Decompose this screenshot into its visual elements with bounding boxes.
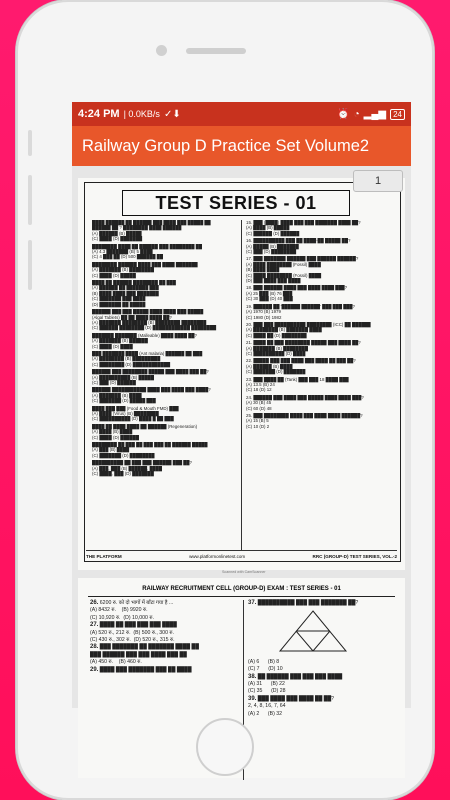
- question-block: ████ ██ ████ ████ ██ ██████ (Regeneration) (A) ████ (B) ████ (C) ████ (D) ██████: [92, 423, 198, 440]
- question-block: ███ ███████ ████ (Ant malaria) ██████ ██ ███ (A) ████████ (B) █████████ (C) ████████ (D) ████████████: [92, 350, 203, 367]
- option: (D) 10,000 रु.: [123, 614, 154, 621]
- question-block: 22. █████ ███ ███ ████ ███ ████ ██ ███ ██? (A) ██████ (B) ████ (C) ███████ (D) ███████: [246, 358, 356, 375]
- signal-icon: ▂▄▆: [363, 108, 387, 120]
- question-block: 15. ███ (████) ████ ███ ███ ███████ ████ ██? (A) ████ (B) █████ (C) ██████ (D) ██████: [246, 220, 361, 236]
- question-block: ███████ ███████ (Malleable) ████ ████ ██? (A) ███████ (B) ██████ (C) ████ (D) ████: [92, 332, 197, 349]
- test-series-title: TEST SERIES - 01: [122, 190, 350, 216]
- question-number: 37.: [248, 600, 257, 606]
- question-block: 25. ███ ████████ ████ ███ ████ ████ ██████? (A) 15 (B) 5 (C) 10 (D) 2: [246, 413, 363, 429]
- option: (D) 520 रु., 315 रु.: [133, 637, 175, 644]
- question-block: ██████ ███ ███ █████ ████ ████ ███ █████ (Algal Tablets) ██ ██ ████ ████ ██? (A) ███████ ████████ (B) ████████ ████████ (C) ██████ ████████ (D) ████████████ ████████: [92, 309, 217, 331]
- option: (C) 7: [248, 666, 260, 673]
- question-block: 21. ████ ██ ███ ████████ █████ ███ ████ ██? (A) ███████ (B) ████████ (C) ██████████ (D) ████: [246, 340, 361, 356]
- question-number: 26.: [90, 600, 99, 606]
- question-block: ████████ ████ ██ ██████ ███ ████████ ██ (A) 4.3 ███████ (B) 5 ████ (C) 4 ███ ██ (D) 500 ██████ ██: [92, 243, 202, 260]
- option: (A) 31: [248, 681, 263, 688]
- question-block: 16. ██████████ ███ ██ ████-██ █████ ██? (A) █████ (B) ███████ (C) ███ (D) ████████: [246, 238, 351, 255]
- footer-brand: THE PLATFORM: [86, 553, 122, 559]
- option: (B) 8: [267, 658, 280, 665]
- question-block: ██████████ ██ ███ ███ ██████ ███ ██? (A) ███, ███ (B) ██████, ████ (C) ████, ███ (D) ███████: [92, 460, 192, 477]
- page1-left-column: [92, 220, 242, 478]
- app-bar: [72, 126, 411, 166]
- page1-footer: [86, 550, 397, 560]
- page2-right-column: 37. ██████████ ███ ███ ███████ ██? (A) 6 (B) 8 (C) 7 (D) 10 38. ██ ██████ ███ ███ ███ ████ (A) 31 (B) 22 (C) 35 (D) 28 39. ███ ████ ███ ████ ██ ██? 2, 4, 8, 16, 7, 64 (A) 2 (B) 32: [248, 600, 400, 718]
- page-indicator: 1: [353, 170, 403, 192]
- column-divider: [241, 220, 242, 550]
- option: (B) 32: [267, 710, 283, 717]
- home-button[interactable]: [196, 718, 254, 776]
- triangle-figure: [278, 609, 348, 653]
- pdf-page-1: [78, 178, 405, 570]
- question-number: 39.: [248, 695, 257, 702]
- question-block: ████ ███ ███ (Food & Mouth FMD) ███ (A) ████ (Virus) (B) ████████ (C) ██████████ (D) ████ █ ██ ███: [92, 405, 179, 422]
- app-title: Railway Group D Practice Set Volume2: [82, 136, 370, 155]
- front-camera: [156, 45, 167, 56]
- alarm-icon: ⏰: [337, 108, 350, 120]
- question-block: ██████ ███████████ ████ ███ ████ ███ ████? (A) ███████ (B) ████ (C) ███████ (D) █████ ███: [92, 387, 211, 404]
- status-network-speed: | 0.0KB/s: [123, 109, 160, 119]
- option: (C) 10,920 रु.: [90, 614, 121, 621]
- download-icon: ⬇: [172, 108, 181, 120]
- earpiece-speaker: [186, 48, 246, 54]
- question-block: 24. ██████ ███ ████ ███ █████ ████ ████ ███? (A) 30 (B) 45 (C) 60 (D) 48: [246, 394, 364, 411]
- question-block: 17. ███ ███████ ██████ ███ ██████ ██████? (A) ████ ████████ (Fossil) ████ (B) ████ ████ (C) ████ ████████ (Fossil) ████ (D) ███ ████ ███ ████: [246, 256, 359, 284]
- mute-switch: [28, 130, 32, 156]
- number-sequence: 2, 4, 8, 16, 7, 64: [248, 703, 286, 710]
- page2-left-column: 26. 6200 रु. को दो भागों में बाँटा गया है ... (A) 8432 रु. (B) 9920 रु. (C) 10,920 रु. (D) 10,000 रु. 27. ████ ██ ███ ███ ███ ████ (A) 520 रु., 212 रु. (B) 500 रु., 300 रु. (C) 430 रु., 302 रु. (D) 520 रु., 315 रु. 28. ███ ███████ ██ ███████ ████ ██ ███ ██████ ███ ███ ████ ███ ██ (A) 450 रु. (B) 460 रु. 29. ████ ███ ███████ ███ ██ ████: [90, 600, 199, 673]
- option: (A) 6: [248, 658, 260, 665]
- footer-website: www.platformonlinetest.com: [189, 553, 246, 559]
- page2-header: RAILWAY RECRUITMENT CELL (GROUP-D) EXAM : TEST SERIES - 01: [88, 586, 395, 597]
- option: (B) 460 रु.: [118, 659, 142, 666]
- scanner-watermark: Scanned with CamScanner: [222, 570, 266, 574]
- question-number: 27.: [90, 622, 99, 629]
- option: (D) 28: [271, 688, 286, 695]
- volume-up-button: [28, 175, 32, 225]
- option: (A) 2: [248, 710, 260, 717]
- option: (C) 430 रु., 302 रु.: [90, 637, 131, 644]
- app-screen: [72, 102, 411, 717]
- option: (A) 450 रु.: [90, 659, 113, 666]
- footer-series: RRC (GROUP-D) TEST SERIES, VOL.-2: [312, 553, 397, 559]
- option: (D) 10: [268, 666, 283, 673]
- option: (A) 8432 रु.: [90, 607, 116, 614]
- status-bar: [72, 102, 411, 126]
- pdf-viewer[interactable]: [72, 166, 411, 717]
- status-time: 4:24 PM: [78, 108, 120, 120]
- battery-indicator: 24: [390, 109, 405, 120]
- question-number: 38.: [248, 673, 257, 680]
- volume-down-button: [28, 240, 32, 290]
- question-block: ██████ ███ ████████ █████ ███ ████ ███ ██? (A) ██████████ (B) █████ (C) ███ (D) ██████: [92, 369, 209, 385]
- question-block: ████ ██████ ██ ██████ ███ ████ ███ █████ ██ ██████ ██ ? ████████ ████ ██████ (A) ██████ (B) █████ (C) ████ (D) ███████: [92, 220, 211, 242]
- wifi-icon: ◔: [353, 108, 360, 120]
- question-block: 18. ███ ██████ ████ ███ ████ ████ ███? (A) 25 ███ (B) 76 ███ (C) 30 ███ (D) 40 ███: [246, 285, 348, 302]
- question-text: 6200 रु. को दो भागों में बाँटा गया है ...: [99, 600, 174, 606]
- question-block: 20. ███ ███ ██████████ ████████ (ICC) ██ ██████ (A) ████████ (B) ███████ ████ (C) ████ ██ (D) ████████: [246, 321, 371, 338]
- question-number: 28.: [90, 644, 99, 651]
- option: (C) 35: [248, 688, 263, 695]
- question-block: ████ ██ ██████ ████████ ██ ███ (A) ██████ ██ ███████ ███ (B) ████ ████ ███ ███████ (C) ███████ ███ ████ (D) ███████ ██ █████: [92, 280, 176, 307]
- option: (B) 500 रु., 300 रु.: [133, 629, 174, 636]
- option: (A) 520 रु., 212 रु.: [90, 629, 131, 636]
- question-block: 23. ███ ████ ██ (Tank) ███ ███ 18 ████ ███ (A) 13.5 (B) 24 (C) 18 (D) 12: [246, 376, 349, 393]
- phone-frame: [16, 0, 434, 800]
- page1-right-column: [246, 220, 396, 431]
- option: (B) 22: [270, 681, 285, 688]
- check-icon: ✓: [163, 108, 173, 120]
- question-number: 29.: [90, 666, 99, 673]
- question-block: 19. ██████ ██ '██████ ██████' ███ ███ ███? (A) 1970 (B) 1979 (C) 1980 (D) 1982: [246, 303, 355, 320]
- question-block: ████████ ██ ███ ██ ███ ███ ██ ██████ █████ (A) ███ (B) ████ (C) ███████ (D) ████████: [92, 442, 208, 458]
- option: (B) 9920 रु.: [121, 607, 148, 614]
- question-block: ████████ ██████ ████ ███ ████ ███████ (A) ███████ (B) ████████ (C) ████ (D) █████: [92, 261, 198, 278]
- status-right: [337, 109, 405, 120]
